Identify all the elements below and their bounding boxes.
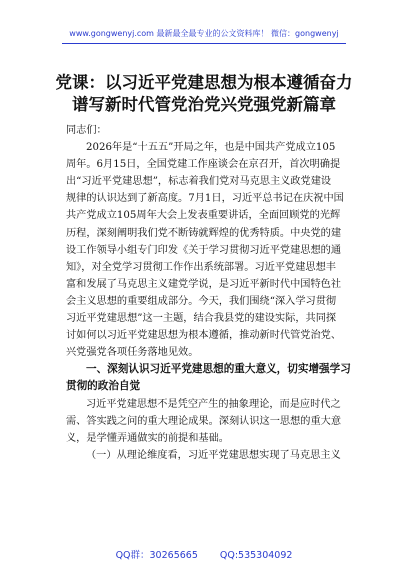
paragraph-line: 习近平党建思想”这一主题，结合我县党的建设实际，共同探	[66, 313, 337, 325]
paragraph-line: 会主义思想的重要组成部分。今天，我们围绕“深入学习贯彻	[66, 295, 337, 307]
qq-number-text: QQ:535304092	[219, 550, 293, 561]
paragraph-line: 周年。6月15日，全国党建工作座谈会在京召开，首次明确提	[66, 159, 341, 171]
document-title	[40, 72, 368, 116]
footer-contact	[0, 547, 408, 561]
header-divider	[62, 43, 346, 44]
title-line-2: 谱写新时代管党治党兴党强党新篇章	[72, 95, 336, 114]
salutation: 同志们：	[66, 125, 107, 136]
paragraph-line: 兴党强党各项任务落地见效。	[66, 347, 199, 359]
paragraph-line: 习近平党建思想不是凭空产生的抽象理论，而是应时代之	[86, 398, 341, 410]
paragraph-line: 共产党成立105周年大会上发表重要讲话，全面回顾党的光辉	[66, 210, 341, 222]
qq-group-text: QQ群：30265665	[115, 550, 198, 561]
title-line-1: 党课：以习近平党建思想为根本遵循奋力	[55, 73, 353, 92]
paragraph-line: 历程，深刻阐明我们党不断铸就辉煌的优秀特质。中央党的建	[66, 227, 342, 239]
heading-line: 贯彻的政治自觉	[66, 380, 141, 393]
heading-line: 一、深刻认识习近平党建思想的重大意义，切实增强学习	[86, 363, 351, 376]
paragraph-line: 出“习近平党建思想”，标志着我们党对马克思主义政党建设	[66, 176, 332, 188]
subsection-line: （一）从理论维度看，习近平党建思想实现了马克思主义	[86, 449, 341, 461]
paragraph-line: 知》，对全党学习贯彻工作作出系统部署。习近平党建思想丰	[66, 261, 336, 273]
paragraph-line: 需、答实践之问的重大理论成果。深刻认识这一思想的重大意	[66, 415, 342, 427]
paragraph-line: 2026年是“十五五”开局之年，也是中国共产党成立105	[86, 142, 336, 154]
paragraph-line: 富和发展了马克思主义建党学说，是习近平新时代中国特色社	[66, 278, 342, 290]
site-header: www.gongwenyj.com 最新最全最专业的公文资料库！ 微信：gongwenyj	[69, 29, 339, 38]
document-body	[66, 122, 356, 464]
paragraph-line: 讨如何以习近平党建思想为根本遵循，推动新时代管党治党、	[66, 330, 342, 342]
paragraph-line: 设工作领导小组专门印发《关于学习贯彻习近平党建思想的通	[66, 244, 342, 256]
paragraph-line: 规律的认识达到了新高度。7月1日，习近平总书记在庆祝中国	[66, 193, 344, 205]
paragraph-intro	[66, 139, 356, 361]
section-heading-1	[66, 361, 356, 395]
paragraph-significance	[66, 396, 356, 447]
paragraph-line: 义，是学懂弄通做实的前提和基础。	[66, 432, 229, 444]
